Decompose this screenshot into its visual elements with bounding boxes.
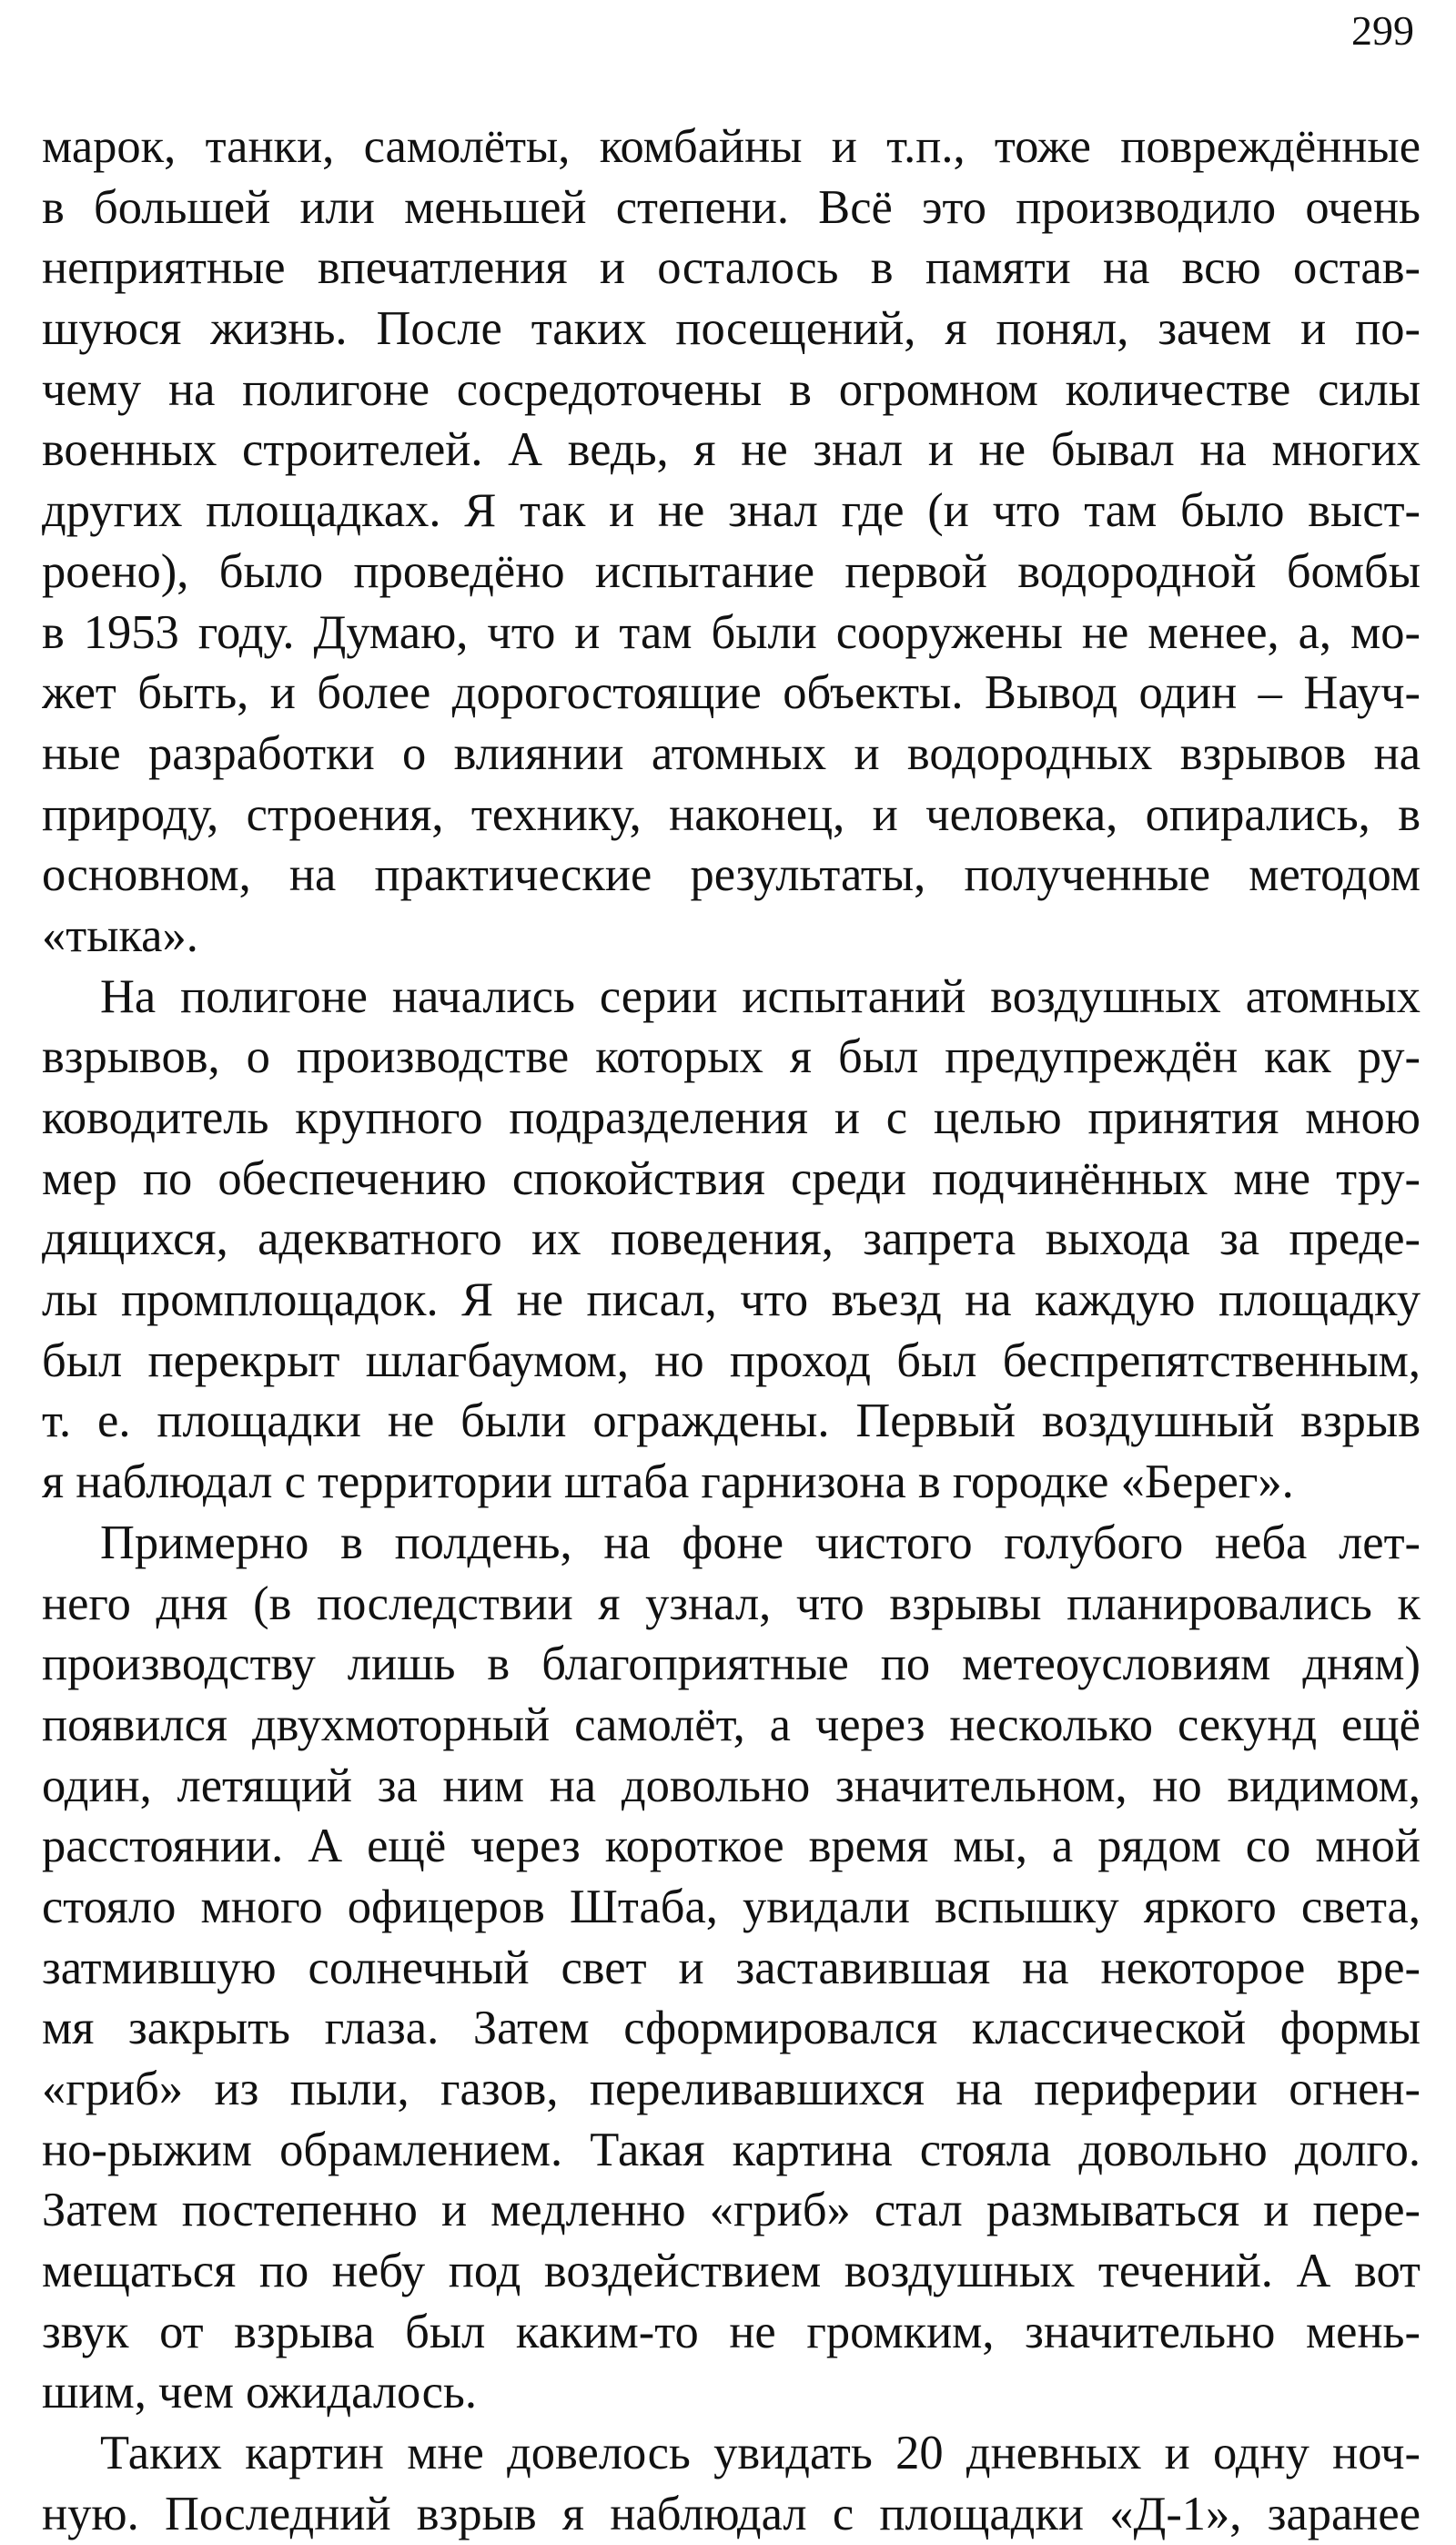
text-line: На полигоне начались серии испытаний воздушных атомных xyxy=(100,969,1421,1023)
body-text xyxy=(42,117,1421,2545)
text-line: но-рыжим обрамлением. Такая картина стояла довольно долго. xyxy=(42,2123,1421,2176)
text-line: лы промплощадок. Я не писал, что въезд на каждую площадку xyxy=(42,1273,1421,1327)
text-line: взрывов, о производстве которых я был предупреждён как ру- xyxy=(42,1030,1421,1084)
paragraph xyxy=(42,117,1421,967)
text-line: ную. Последний взрыв я наблюдал с площадки «Д-1», заранее xyxy=(42,2487,1421,2540)
text-line: затмившую солнечный свет и заставившая на некоторое вре- xyxy=(42,1941,1421,1994)
text-line: в большей или меньшей степени. Всё это производило очень xyxy=(42,180,1421,234)
text-line: чему на полигоне сосредоточены в огромном количестве силы xyxy=(42,362,1421,416)
text-line: «гриб» из пыли, газов, переливавшихся на периферии огнен- xyxy=(42,2063,1421,2115)
text-line: жет быть, и более дорогостоящие объекты. Вывод один – Науч- xyxy=(42,666,1421,720)
text-line: я наблюдал с территории штаба гарнизона в городке «Берег». xyxy=(42,1455,1294,1509)
text-line: был перекрыт шлагбаумом, но проход был беспрепятственным, xyxy=(42,1333,1421,1387)
text-line: природу, строения, технику, наконец, и человека, опирались, в xyxy=(42,787,1421,841)
text-line: Затем постепенно и медленно «гриб» стал размываться и пере- xyxy=(42,2184,1421,2237)
text-line: ководитель крупного подразделения и с целью принятия мною xyxy=(42,1091,1421,1144)
text-line: Примерно в полдень, на фоне чистого голубого неба лет- xyxy=(100,1516,1421,1569)
paragraph xyxy=(42,967,1421,1513)
text-line: неприятные впечатления и осталось в памяти на всю остав- xyxy=(42,241,1421,295)
text-line: ные разработки о влиянии атомных и водородных взрывов на xyxy=(42,726,1421,780)
text-line: мер по обеспечению спокойствия среди подчинённых мне тру- xyxy=(42,1151,1421,1205)
text-line: дящихся, адекватного их поведения, запрета выхода за преде- xyxy=(42,1212,1421,1266)
text-line: него дня (в последствии я узнал, что взрывы планировались к xyxy=(42,1577,1421,1630)
text-line: роено), было проведёно испытание первой водородной бомбы xyxy=(42,544,1421,598)
text-line: других площадках. Я так и не знал где (и что там было выст- xyxy=(42,484,1421,538)
text-line: в 1953 году. Думаю, что и там были сооружены не менее, а, мо- xyxy=(42,605,1421,659)
text-line: расстоянии. А ещё через короткое время мы, а рядом со мной xyxy=(42,1820,1421,1873)
text-line: шуюся жизнь. После таких посещений, я понял, зачем и по- xyxy=(42,302,1421,356)
text-line: мя закрыть глаза. Затем сформировался классической формы xyxy=(42,2002,1421,2055)
text-line: марок, танки, самолёты, комбайны и т.п., тоже повреждённые xyxy=(42,120,1421,173)
text-line: «тыка». xyxy=(42,908,198,962)
text-line: Таких картин мне довелось увидать 20 дневных и одну ноч- xyxy=(100,2427,1421,2480)
text-line: звук от взрыва был каким-то не громким, значительно мень- xyxy=(42,2305,1421,2358)
text-line: появился двухмоторный самолёт, а через несколько секунд ещё xyxy=(42,1698,1421,1751)
text-line: один, летящий за ним на довольно значительном, но видимом, xyxy=(42,1759,1421,1812)
paragraph xyxy=(42,1513,1421,2423)
text-line: производству лишь в благоприятные по метеоусловиям дням) xyxy=(42,1638,1421,1691)
text-line: военных строителей. А ведь, я не знал и не бывал на многих xyxy=(42,423,1421,477)
page-number: 299 xyxy=(1351,7,1414,54)
text-line: т. е. площадки не были ограждены. Первый воздушный взрыв xyxy=(42,1394,1421,1448)
text-line: мещаться по небу под воздействием воздушных течений. А вот xyxy=(42,2245,1421,2298)
text-line: шим, чем ожидалось. xyxy=(42,2366,477,2419)
text-line: стояло много офицеров Штаба, увидали вспышку яркого света, xyxy=(42,1880,1421,1933)
text-line: основном, на практические результаты, полученные методом xyxy=(42,848,1421,902)
paragraph xyxy=(42,2423,1421,2544)
